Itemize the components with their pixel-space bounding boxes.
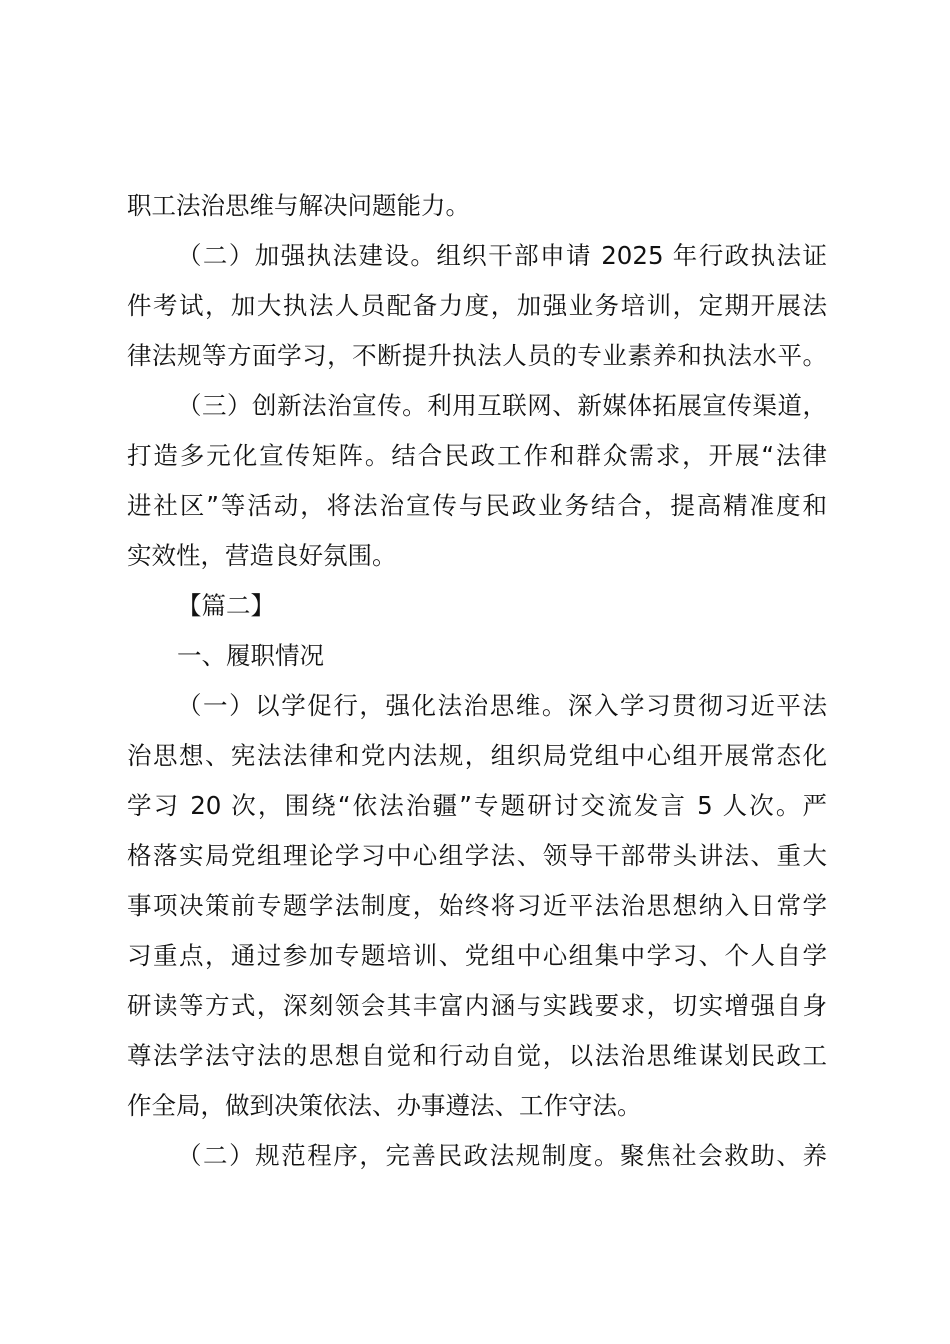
body-text-line: 实效性，营造良好氛围。 [127,541,397,570]
body-text-line: 作全局，做到决策依法、办事遵法、工作守法。 [127,1091,642,1120]
paragraph-heading-line: （二）加强执法建设。组织干部申请 2025 年行政执法证 [177,241,827,270]
paragraph-heading-line: （一）以学促行，强化法治思维。深入学习贯彻习近平法 [177,691,827,720]
body-text-line: 治思想、宪法法律和党内法规，组织局党组中心组开展常态化 [127,741,827,770]
body-text-line: 职工法治思维与解决问题能力。 [127,191,470,220]
body-text-line: 习重点，通过参加专题培训、党组中心组集中学习、个人自学 [127,941,827,970]
paragraph-heading-line: （二）规范程序，完善民政法规制度。聚焦社会救助、养 [177,1141,827,1170]
body-text-line: 事项决策前专题学法制度，始终将习近平法治思想纳入日常学 [127,891,827,920]
body-text-line: 学习 20 次，围绕“依法治疆”专题研讨交流发言 5 人次。严 [127,791,827,820]
body-text-line: 格落实局党组理论学习中心组学法、领导干部带头讲法、重大 [127,841,827,870]
body-text-line: 研读等方式，深刻领会其丰富内涵与实践要求，切实增强自身 [127,991,827,1020]
section-heading: 一、履职情况 [177,641,324,670]
body-text-line: 进社区”等活动，将法治宣传与民政业务结合，提高精准度和 [127,491,827,520]
body-text-line: 尊法学法守法的思想自觉和行动自觉，以法治思维谋划民政工 [127,1041,827,1070]
body-text-line: 件考试，加大执法人员配备力度，加强业务培训，定期开展法 [127,291,827,320]
section-title: 【篇二】 [177,591,275,620]
paragraph-heading-line: （三）创新法治宣传。利用互联网、新媒体拓展宣传渠道， [177,391,827,420]
body-text-line: 律法规等方面学习，不断提升执法人员的专业素养和执法水平。 [127,341,827,370]
body-text-line: 打造多元化宣传矩阵。结合民政工作和群众需求，开展“法律 [127,441,827,470]
